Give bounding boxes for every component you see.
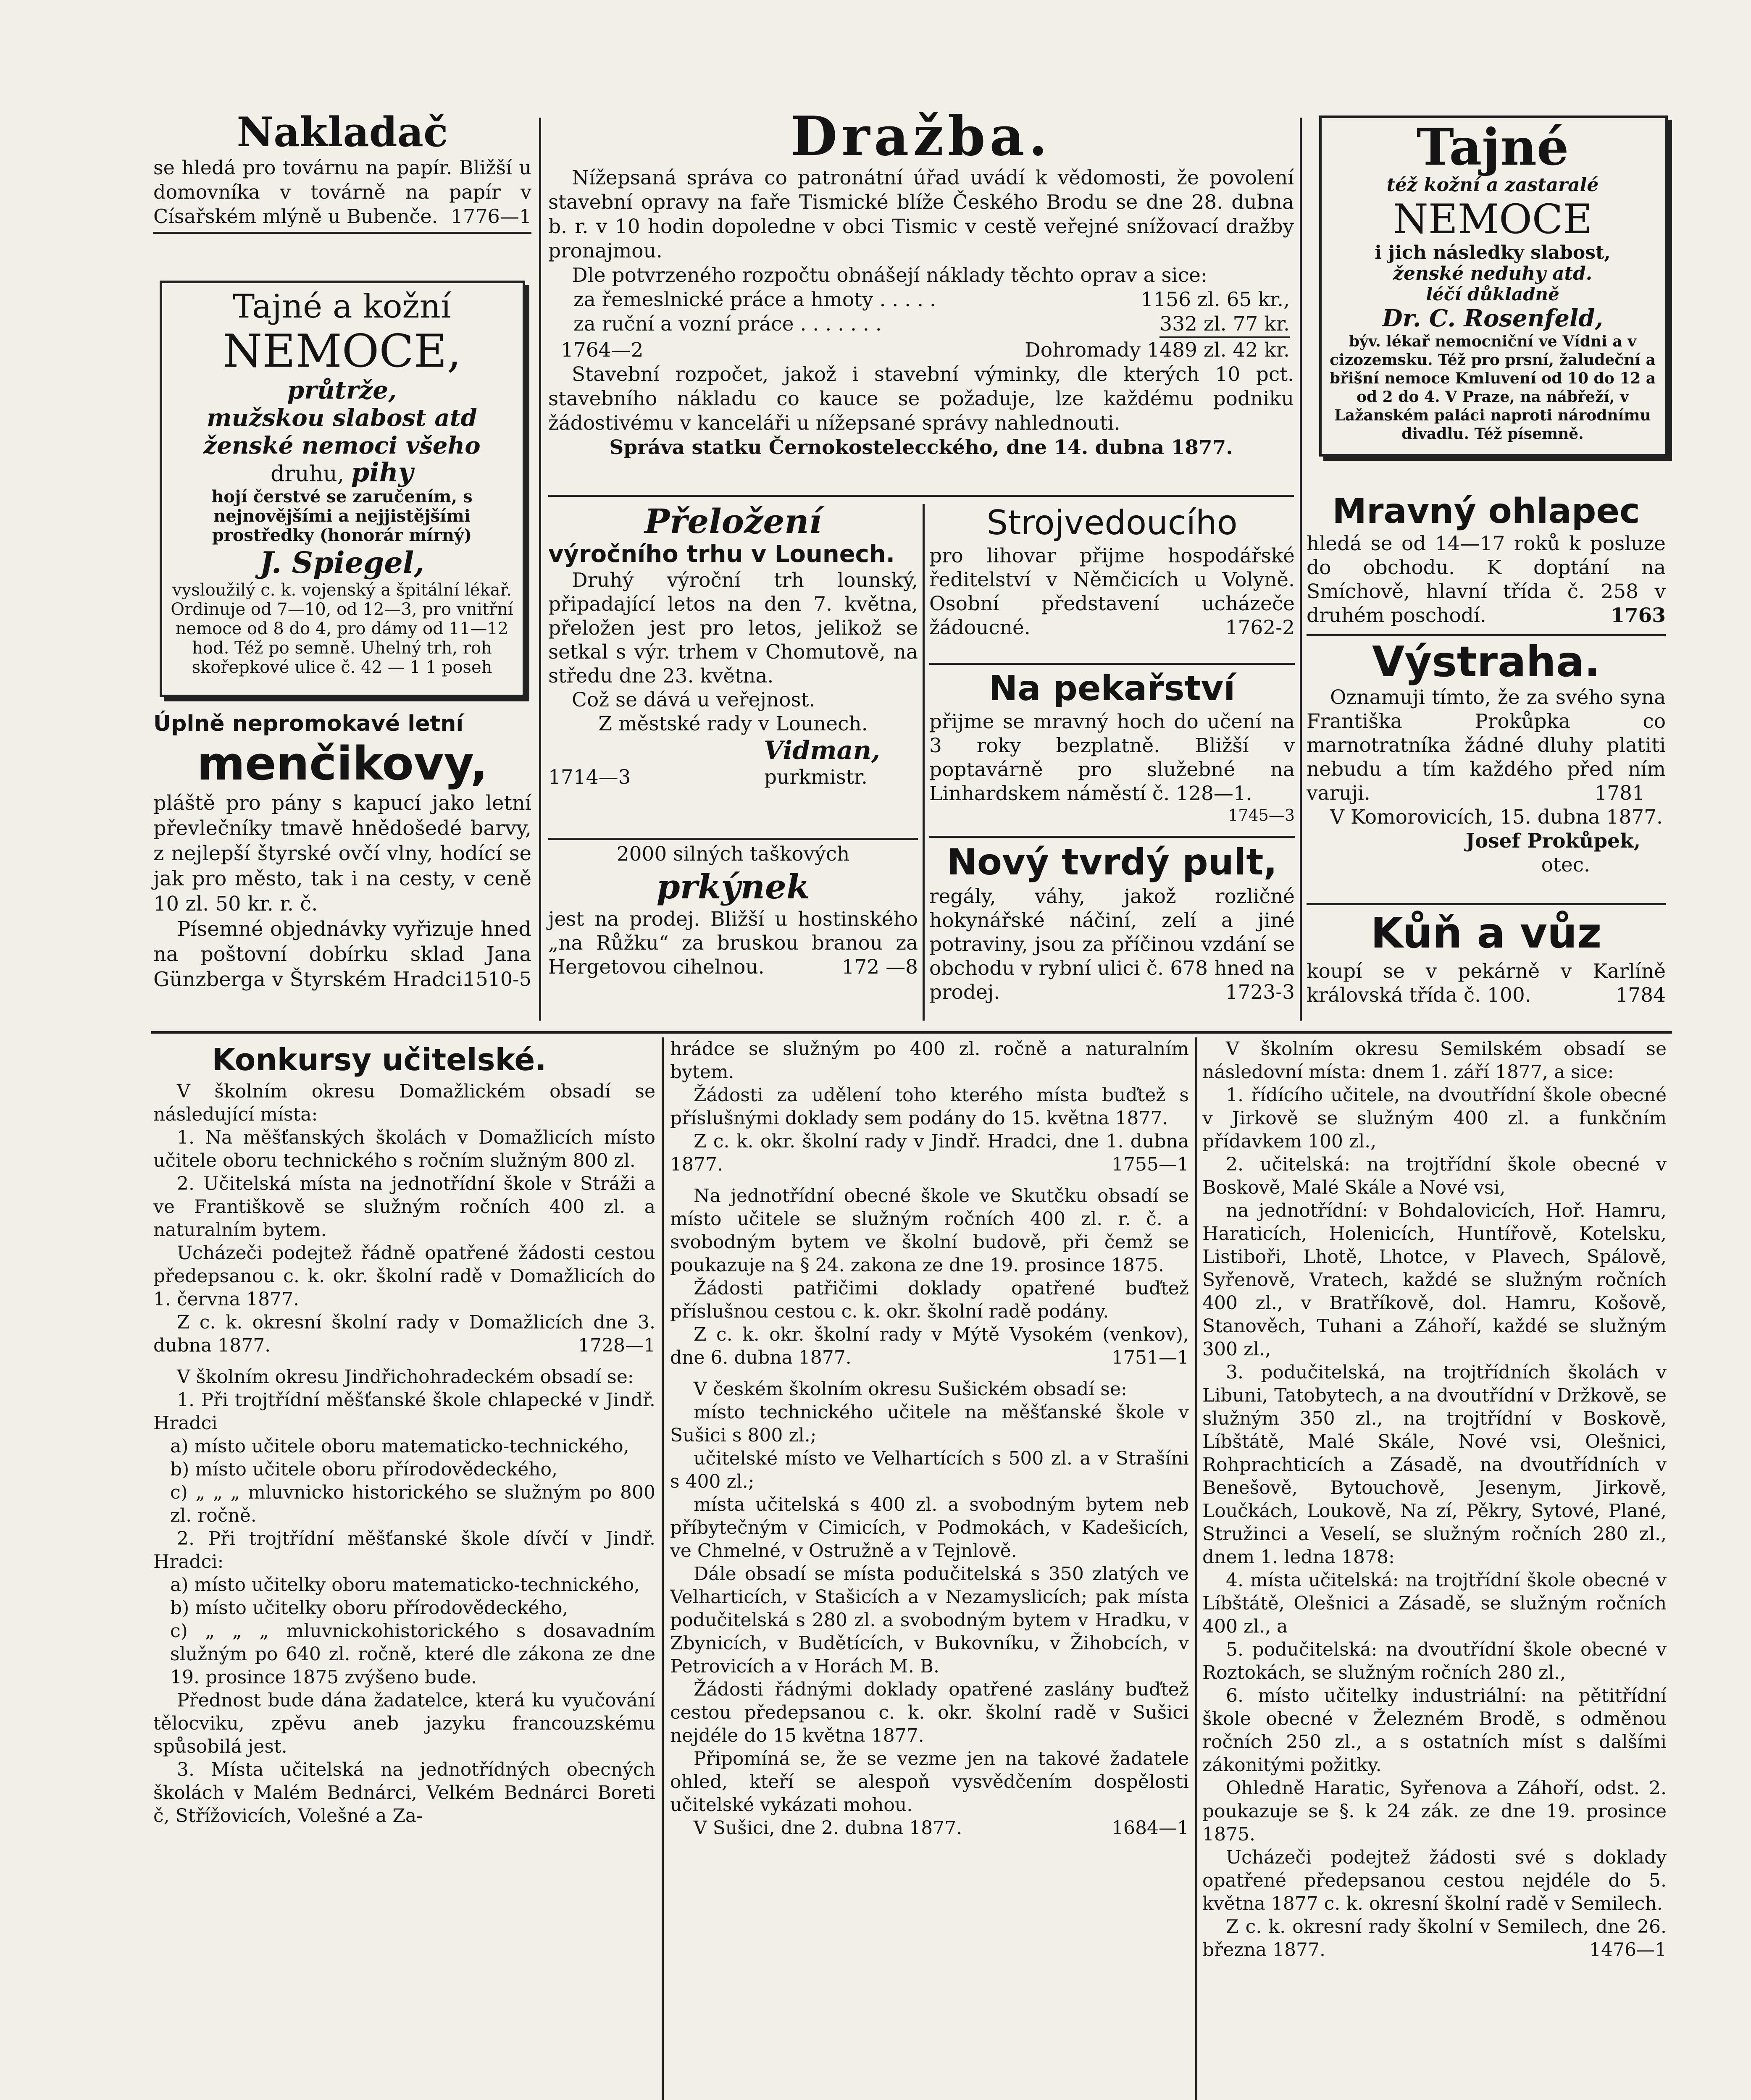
divider — [548, 495, 1294, 497]
kun-ref: 1784 — [1615, 984, 1666, 1007]
drazba-ad — [548, 107, 1294, 460]
drazba-row2-value: 332 zl. 77 kr. — [1159, 312, 1290, 338]
konkursy-c3-p: 4. místa učitelská: na trojtřídní škole obecné v Líbštátě, Olešnici a Zásadě, se služným ročních 400 zl., a — [1202, 1570, 1667, 1637]
konkursy-c2-p: Žádosti za udělení toho kterého místa buďtež s příslušnými doklady sem podány do 15. května 1877. — [670, 1084, 1189, 1129]
konkursy-c1-p: 2. Při trojtřídní měšťanské škole dívčí v Jindř. Hradci: — [153, 1528, 655, 1572]
konkursy-c2-ref: 1755—1 — [1112, 1154, 1189, 1175]
tajne2-sub: též kožní a zastaralé — [1386, 174, 1599, 196]
drazba-total-label: Dohromady — [1025, 339, 1141, 362]
drazba-row1-value: 1156 zl. 65 kr., — [1141, 288, 1290, 311]
vystraha-place: V Komorovicích, 15. dubna 1877. — [1330, 806, 1663, 829]
divider — [1307, 634, 1666, 636]
konkursy-c3-p: V školním okresu Semilském obsadí se následovní místa: dnem 1. září 1877, a sice: — [1202, 1038, 1667, 1083]
drazba-p1: Nížepsaná správa co patronátní úřad uvádí k vědomosti, že povolení stavební opravy na faře Tismické blíže Českého Brodu se dne 28. dubna b. r. v 10 hodin dopoledne v obci Tismic v cestě veřejné snížovací dražby pronajmou. — [548, 166, 1294, 262]
tajne2-nemoce: NEMOCE — [1393, 196, 1593, 243]
vystraha-p: Oznamuji tímto, že za svého syna Františka Prokůpka co marnotratníka žádné dluhy platiti nebudu a tím každého před ním varuji. — [1307, 686, 1666, 805]
slabost-line: mužskou slabost atd — [207, 404, 477, 432]
konkursy-c2-p: V českém školním okresu Sušickém obsadí se: — [694, 1378, 1127, 1400]
vystraha-name: Josef Prokůpek, — [1465, 830, 1641, 853]
spiegel-name: J. Spiegel, — [260, 545, 424, 580]
konkursy-c2-ref: 1684—1 — [1112, 1817, 1189, 1839]
konkursy-c2-p: hrádce se služným po 400 zl. ročně a naturalním bytem. — [670, 1038, 1189, 1083]
drazba-row1-label: za řemeslnické práce a hmoty . . . . . — [573, 288, 936, 311]
drazba-ref: 1764—2 — [561, 339, 644, 362]
konkursy-c2-p: Žádosti řádnými doklady opatřené zaslány buďtež cestou předepsanou c. k. okr. školní radě v Sušici nejdéle do 15 května 1877. — [670, 1679, 1189, 1746]
prelozeni-title: Přeložení — [644, 501, 822, 541]
konkursy-c2-p: Na jednotřídní obecné škole ve Skutčku obsadí se místo učitele se služným ročních 400 zl. r. č. a svobodným bytem ve školní budově, při čemž se poukazuje na § 24. zakona ze dne 19. prosince 1875. — [670, 1185, 1189, 1276]
mravny-ad — [1307, 491, 1666, 627]
konkursy-c1-p: 3. Místa učitelská na jednotřídných obecných školách v Malém Bednárci, Velkém Bednárci Boreti č, Střížovicích, Volešné a Za- — [153, 1759, 655, 1827]
prelozeni-p2: Což se dává u veřejnost. — [572, 688, 815, 711]
mencikovy-title: menčikovy, — [197, 737, 488, 790]
pihy-text: pihy — [351, 457, 413, 488]
konkursy-c3-p: Ucházeči podejtež žádosti své s doklady opatřené předepsanou cestou nejdéle do 5. května 1877 c. k. okresní školní radě v Semilech. — [1202, 1847, 1667, 1914]
pekarstvi-ad — [929, 668, 1295, 825]
nakladac-ref: 1776—1 — [450, 205, 531, 228]
prelozeni-sub: výročního trhu v Lounech. — [548, 541, 895, 568]
prelozeni-p3: Z městské rady v Lounech. — [598, 712, 868, 735]
strojvedouci-title: Strojvedoucího — [986, 503, 1238, 542]
prutrze-line: průtrže, — [287, 376, 397, 404]
prkynek-p: jest na prodej. Bližší u hostinského „na Růžku“ za bruskou branou za Hergetovou cihelnou. — [548, 908, 918, 979]
strojvedouci-ref: 1762-2 — [1225, 616, 1295, 639]
tajne-ad-box — [160, 281, 525, 697]
kun-p: koupí se v pekárně v Karlíně královská třída č. 100. — [1307, 960, 1666, 1007]
column-rule — [539, 118, 541, 1021]
vidman-name: Vidman, — [763, 736, 880, 765]
column-rule — [923, 504, 925, 1021]
konkursy-c2-p: Z c. k. okr. školní rady v Jindř. Hradci, dne 1. dubna 1877. — [670, 1131, 1189, 1175]
konkursy-c3-p: 6. místo učitelky industriální: na pětitřídní škole obecné v Železném Brodě, s odměnou ročních 250 zl., a s ostatních míst s dalšími zákonitými požitky. — [1202, 1685, 1667, 1776]
vystraha-role: otec. — [1541, 853, 1590, 877]
drazba-total-value: 1489 zl. 42 kr. — [1147, 339, 1290, 362]
konkursy-c2-p: učitelské místo ve Velhartících s 500 zl. a v Strašíni s 400 zl.; — [670, 1448, 1189, 1492]
konkursy-c1-p: a) místo učitele oboru matematicko-technického, — [170, 1436, 629, 1457]
nakladac-text: se hledá pro továrnu na papír. Bližší u domovníka v továrně na papír v Císařském mlýně u Bubenče. — [153, 156, 531, 228]
konkursy-c1-p: V školním okresu Jindřichohradeckém obsadí se: — [177, 1366, 634, 1388]
prkynek-ref: 172 —8 — [841, 956, 918, 979]
vystraha-ref: 1781 — [1594, 782, 1645, 805]
mencikovy-ad — [153, 711, 531, 991]
konkursy-c1-p: 2. Učitelská místa na jednotřídní škole v Stráži a ve Františkově se služným ročních 400 zl. a naturalním bytem. — [153, 1173, 655, 1241]
divider — [548, 838, 918, 840]
column-rule — [1300, 118, 1302, 1021]
pekarstvi-ref: 1745—3 — [1228, 806, 1295, 824]
mravny-title: Mravný ohlapec — [1332, 491, 1640, 531]
pult-title: Nový tvrdý pult, — [946, 841, 1278, 883]
mencikovy-top: Úplně nepromokavé letní — [153, 711, 464, 736]
divider — [1307, 903, 1666, 905]
tajne2-ad-box — [1319, 116, 1668, 457]
konkursy-c1-p: 1. Na měšťanských školách v Domažlicích místo učitele oboru technického s ročním služným 800 zl. — [153, 1127, 655, 1171]
pult-ref: 1723-3 — [1225, 981, 1295, 1004]
konkursy-c3-p: 3. podučitelská, na trojtřídních školách v Libuni, Tatobytech, a na dvoutřídní v Držkově, se služným 350 zl., na trojtřídní v Boskově, Líbštátě, Malé Skále, Nové vsi, Olešnici, Rohprachticích a Zásadě, na dvoutřídních v Benešově, Bytouchově, Jesenym, Jirkově, Loučkách, Loukově, Na zí, Pěkry, Sytové, Plané, Stružinci a Veselí, se služným ročních 280 zl., dnem 1. ledna 1878: — [1202, 1362, 1667, 1568]
konkursy-c1-p: a) místo učitelky oboru matematicko-technického, — [170, 1574, 640, 1596]
konkursy-c1-p: Z c. k. okresní školní rady v Domažlicích dne 3. dubna 1877. — [153, 1312, 655, 1356]
pekarstvi-p: přijme se mravný hoch do učení na 3 roky bezplatně. Bližší v poptavárně pro služebné na Linhardskem náměstí č. 128—1. — [929, 710, 1295, 805]
konkursy-c2-p: Připomíná se, že se vezme jen na takové žadatele ohled, kteří se alespoň vysvědčením dospělosti učitelské vykázati mohou. — [670, 1748, 1189, 1816]
prkynek-title: prkýnek — [656, 867, 810, 906]
konkursy-c1-p: 1. Při trojtřídní měšťanské škole chlapecké v Jindř. Hradci — [153, 1389, 655, 1434]
drazba-p3: Stavební rozpočet, jakož i stavební výminky, dle kterých 10 pct. stavebního nákladu co kauce se požaduje, lze každému podniku žádostivému v kanceláři u nížepsané správy nahlednouti. — [548, 363, 1294, 435]
section-rule — [151, 1031, 1672, 1034]
konkursy-c1-p: c) „ „ „ mluvnickohistorického s dosavadním služným po 640 zl. ročně, které dle zákona ze dne 19. prosince 1875 zvýšeno bude. — [170, 1620, 655, 1688]
konkursy-c2-p: Dále obsadí se místa podučitelská s 350 zlatých ve Velharticích, v Stašicích a v Nezamyslicích; pak místa podučitelská s 280 zl. a svobodným bytem v Hradku, v Zbynicích, v Budětících, v Bukovníku, v Žihobcích, v Petrovicích a v Horách M. B. — [670, 1563, 1189, 1677]
divider — [929, 836, 1295, 838]
konkursy-c2-p: Žádosti patřičimi doklady opatřené buďtež příslušnou cestou c. k. okr. školní radě podány. — [670, 1278, 1189, 1322]
vystraha-title: Výstraha. — [1372, 637, 1601, 686]
tajne-title: Tajné a kožní — [233, 288, 451, 326]
konkursy-col1 — [153, 1040, 655, 1827]
konkursy-c1-p: Ucházeči podejtež řádně opatřené žádosti cestou předepsanou c. k. okr. školní radě v Domažlicích do 1. června 1877. — [153, 1242, 655, 1310]
konkursy-c1-p: b) místo učitelky oboru přírodovědeckého, — [170, 1597, 568, 1619]
mencikovy-text: pláště pro pány s kapucí jako letní převlečníky tmavě hnědošedé barvy, z nejlepší štyrské ovčí vlny, hodící se jak pro město, tak i na cesty, v ceně 10 zl. 50 kr. r. č. — [153, 791, 531, 916]
drazba-p2: Dle potvrzeného rozpočtu obnášejí náklady těchto oprav a sice: — [572, 264, 1207, 287]
mencikovy-text2: Písemné objednávky vyřizuje hned na poštovní dobírku sklad Jana Günzberga v Štyrském Hradci. — [153, 917, 531, 991]
tajne-body2: vysloužilý c. k. vojenský a špitální lékař. Ordinuje od 7—10, od 12—3, pro vnitřní nemoce od 8 do 4, pro dámy od 11—12 hod. Též po semně. Uhelný trh, roh skořepkové ulice č. 42 — 1 1 poseh — [171, 580, 513, 677]
konkursy-c3-p: 5. podučitelská: na dvoutřídní škole obecné v Roztokách, se služným ročních 280 zl., — [1202, 1639, 1667, 1683]
konkursy-c1-ref: 1728—1 — [578, 1335, 655, 1356]
column-rule — [662, 1037, 664, 2100]
druhu-text: druhu, — [271, 462, 344, 487]
kun-ad — [1307, 907, 1666, 1007]
konkursy-title: Konkursy učitelské. — [212, 1042, 547, 1077]
konkursy-c3-ref: 1476—1 — [1589, 1939, 1667, 1961]
konkursy-c1-p: V školním okresu Domažlickém obsadí se následující místa: — [153, 1081, 655, 1125]
divider — [929, 663, 1295, 665]
konkursy-c1-p: Přednost bude dána žadatelce, která ku vyučování tělocviku, zpěvu aneb jazyku francouzskému spůsobilá jest. — [153, 1690, 655, 1757]
konkursy-c2-p: místa učitelská s 400 zl. a svobodným bytem neb příbytečným v Cimicích, v Podmokách, v Kadešicích, ve Chmelné, v Ostružně a v Tejnlově. — [670, 1494, 1189, 1562]
prelozeni-ref: 1714—3 — [548, 766, 631, 789]
divider — [153, 232, 531, 234]
konkursy-col2 — [670, 1037, 1189, 1840]
nakladac-title: Nakladač — [237, 108, 448, 156]
strojvedouci-p: pro lihovar přijme hospodářské ředitelství v Němčicích u Volyně. Osobní představení ucházeče žádoucné. — [929, 544, 1295, 639]
konkursy-c1-p: c) „ „ „ mluvnicko historického se služným po 800 zl. ročně. — [170, 1482, 655, 1526]
konkursy-c1-p: b) místo učitele oboru přírodovědeckého, — [170, 1459, 557, 1480]
nemoce-heading: NEMOCE, — [222, 325, 462, 378]
konkursy-c3-p: Z c. k. okresní rady školní v Semilech, dne 26. března 1877. — [1202, 1916, 1667, 1961]
konkursy-c2-p: místo technického učitele na měšťanské škole v Sušici s 800 zl.; — [670, 1402, 1189, 1446]
konkursy-c2-p: V Sušici, dne 2. dubna 1877. — [694, 1817, 962, 1839]
prkynek-top: 2000 silných taškových — [616, 843, 850, 866]
drazba-title: Dražba. — [790, 105, 1052, 168]
drazba-sign: Správa statku Černokostelecckého, dne 14. dubna 1877. — [609, 436, 1233, 459]
mencikovy-ref: 1510-5 — [463, 968, 531, 990]
konkursy-c2-ref: 1751—1 — [1112, 1347, 1189, 1368]
prkynek-ad — [548, 842, 918, 979]
konkursy-c3-p: 1. řídícího učitele, na dvoutřídní škole obecné v Jirkově se služným 400 zl. a funkčním přídavkem 100 zl., — [1202, 1084, 1667, 1152]
pult-p: regály, váhy, jakož rozličné hokynářské náčiní, zelí a jiné potraviny, jsou za příčinou vzdání se obchodu v rybní ulici č. 678 hned na prodej. — [929, 885, 1295, 1004]
pekarstvi-title: Na pekařství — [989, 669, 1236, 709]
drazba-row2-label: za ruční a vozní práce . . . . . . . — [573, 312, 882, 336]
konkursy-c3-p: na jednotřídní: v Bohdalovicích, Hoř. Hamru, Haraticích, Holenicích, Huntířově, Kotelsku, Listiboři, Lhotě, Lhotce, v Plavech, Spálově, Syřenově, Vratech, každé se služným ročních 400 zl., v Bratříkově, dol. Hamru, Košově, Stanověch, Tuhani a Záhoří, každé se služným 300 zl., — [1202, 1200, 1667, 1360]
pult-ad — [929, 840, 1295, 1004]
kun-title: Kůň a vůz — [1370, 908, 1602, 958]
tajne-body: hojí čerstvé se zaručením, s nejnovějšími a nejjistějšími prostředky (honorár mírný) — [211, 487, 473, 545]
konkursy-col3 — [1202, 1037, 1667, 1961]
mravny-p: hledá se od 14—17 roků k posluze do obchodu. K doptání na Smíchově, hlavní třída č. 258 v druhém poschodí. — [1307, 532, 1666, 627]
tajne2-l1: i jich následky slabost, — [1375, 242, 1611, 263]
tajne2-l3: léčí důkladně — [1426, 284, 1559, 304]
nakladac-ad — [153, 109, 531, 234]
column-rule — [1195, 1037, 1197, 2100]
konkursy-c3-p: Ohledně Haratic, Syřenova a Záhoří, odst. 2. poukazuje se §. k 24 zák. ze dne 19. prosince 1875. — [1202, 1777, 1667, 1845]
mravny-ref: 1763 — [1611, 604, 1666, 627]
prelozeni-p: Druhý výroční trh lounský, připadající letos na den 7. května, přeložen jest pro letos, jelikož se setkal s výr. trhem v Chomutově, na středu dne 23. května. — [548, 569, 918, 688]
vystraha-ad — [1307, 638, 1666, 877]
konkursy-c3-p: 2. učitelská: na trojtřídní škole obecné v Boskově, Malé Skále a Nové vsi, — [1202, 1154, 1667, 1198]
konkursy-c2-p: Z c. k. okr. školní rady v Mýtě Vysokém (venkov), dne 6. dubna 1877. — [670, 1324, 1189, 1368]
tajne2-title: Tajné — [1416, 118, 1569, 177]
tajne2-l2: ženské neduhy atd. — [1393, 263, 1593, 284]
prelozeni-ad — [548, 502, 918, 789]
rosenfeld-name: Dr. C. Rosenfeld, — [1382, 304, 1603, 332]
vidman-role: purkmistr. — [764, 766, 868, 789]
strojvedouci-ad — [929, 502, 1295, 640]
zenske-line: ženské nemoci všeho — [203, 432, 481, 459]
tajne2-p: býv. lékař nemocniční ve Vídni a v cizozemsku. Též pro prsní, žaludeční a břišní nemoce Kmluvení od 10 do 12 a od 2 do 4. V Praze, na nábřeží, v Lažanském paláci naproti národnímu divadlu. Též písemně. — [1329, 333, 1656, 443]
